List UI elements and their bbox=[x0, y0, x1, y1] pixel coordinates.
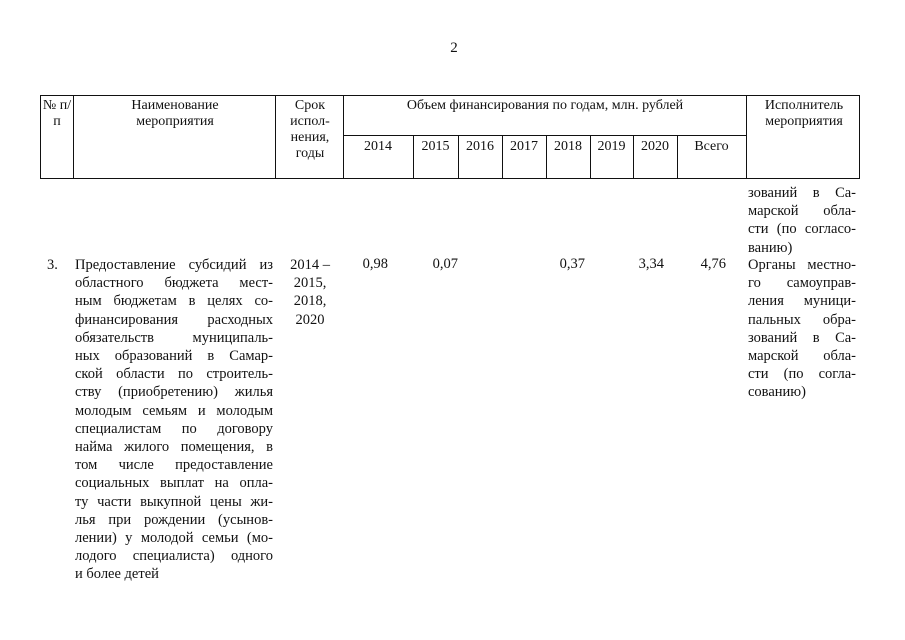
header-executor: Исполнитель мероприятия bbox=[764, 98, 844, 129]
page-number: 2 bbox=[450, 40, 458, 56]
header-year-2014: 2014 bbox=[364, 139, 392, 154]
row-executor: Органы местно- го самоуправ- ления муници- пальных обра- зований в Са- марской обла- сти (по согла- сованию) bbox=[748, 257, 856, 401]
header-year-2017: 2017 bbox=[510, 139, 538, 154]
value-2018: 0,37 bbox=[559, 256, 585, 272]
value-2014: 0,98 bbox=[362, 256, 388, 272]
header-year-2019: 2019 bbox=[597, 139, 626, 154]
row-number: 3. bbox=[47, 257, 58, 273]
header-volume: Объем финансирования по годам, млн. рублей bbox=[406, 98, 684, 113]
value-2020: 3,34 bbox=[638, 256, 664, 272]
header-number: № п/п bbox=[42, 98, 72, 129]
value-total: 4,76 bbox=[700, 256, 726, 272]
carryover-executor: зований в Са- марской обла- сти (по согласо- ванию) bbox=[748, 185, 856, 256]
table-header bbox=[40, 95, 860, 179]
row-name: Предоставление субсидий из областного бюджета мест- ным бюджетам в целях со- финансирования расходных обязательств муниципаль- ных образований в Самар- ской области по строитель- ству (приобретению) жилья молодым семьям и молодым специалистам по договору найма жилого помещения, в том числе предоставление социальных выплат на опла- ту части выкупной цены жи- лья при рождении (усынов- лении) у молодой семьи (мо- лодого специалиста) одного и более детей bbox=[75, 257, 273, 583]
header-total: Всего bbox=[694, 139, 729, 154]
value-2015: 0,07 bbox=[432, 256, 458, 272]
header-year-2015: 2015 bbox=[421, 139, 450, 154]
header-year-2016: 2016 bbox=[466, 139, 494, 154]
header-name: Наименование мероприятия bbox=[131, 98, 219, 129]
header-year-2018: 2018 bbox=[554, 139, 582, 154]
row-term: 2014 – 2015, 2018, 2020 bbox=[290, 257, 330, 328]
header-year-2020: 2020 bbox=[641, 139, 669, 154]
header-term: Срок испол-нения, годы bbox=[290, 98, 330, 161]
